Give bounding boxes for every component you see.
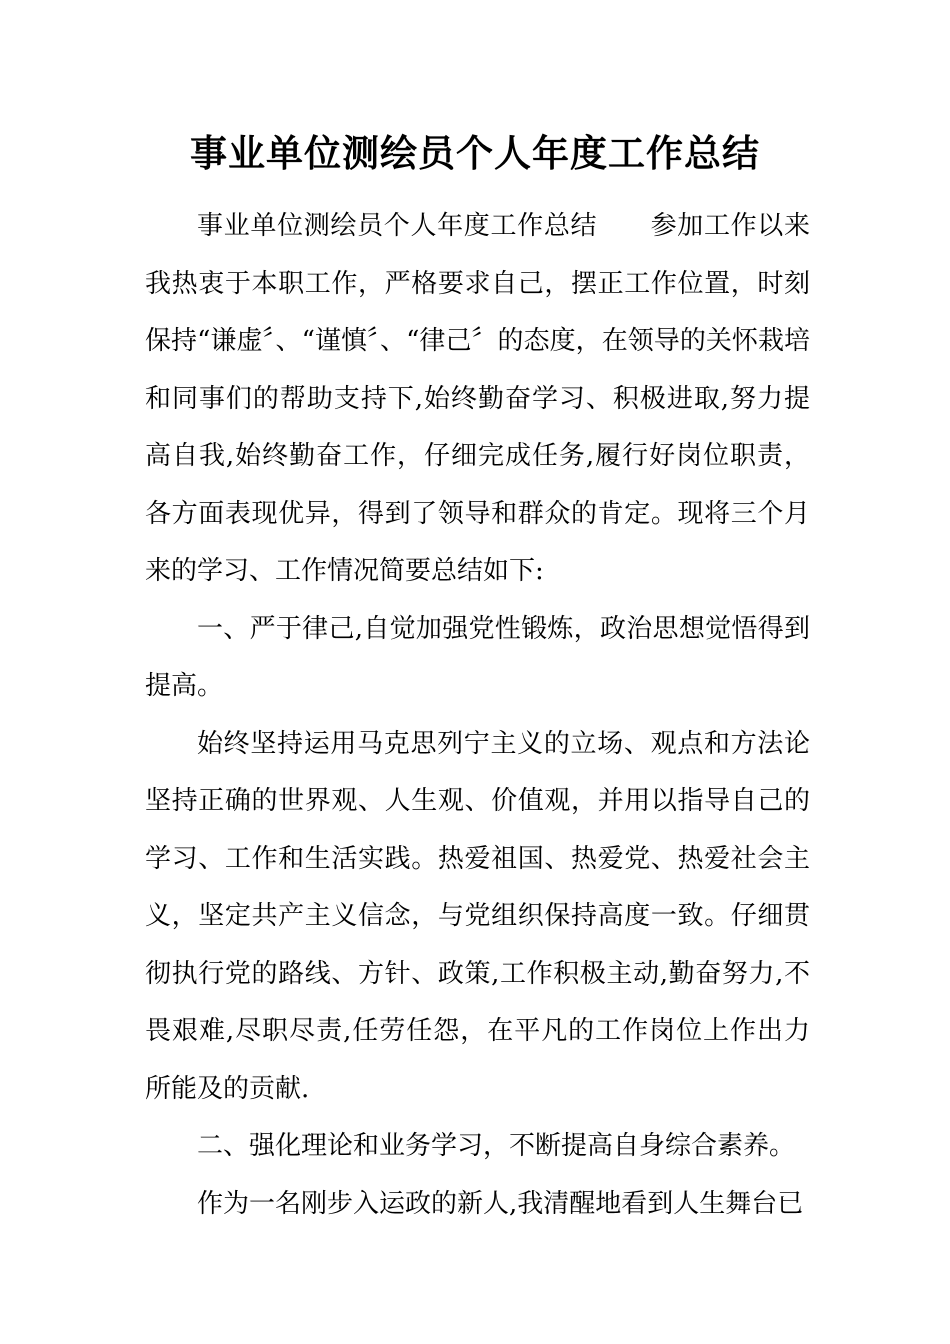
paragraph-section-2: 作为一名刚步入运政的新人,我清醒地看到人生舞台已 (197, 1188, 804, 1219)
paragraph-section-1: 始终坚持运用马克思列宁主义的立场、观点和方法论坚持正确的世界观、人生观、价值观，并用以指导自己的学习、工作和生活实践。热爱祖国、热爱党、热爱社会主义，坚定共产主义信念，与党组织保持高度一致。仔细贯彻执行党的路线、方针、政策,工作积极主动,勤奋努力,不畏艰难,尽职尽责,任劳任怨，在平凡的工作岗位上作出力所能及的贡献. (145, 728, 810, 1104)
paragraph-intro: 事业单位测绘员个人年度工作总结 参加工作以来我热衷于本职工作，严格要求自己，摆正工作位置，时刻保持“谦虚〞、“谨慎〞、“律己〞的态度，在领导的关怀栽培和同事们的帮助支持下,始终勤奋学习、积极进取,努力提高自我,始终勤奋工作，仔细完成任务,履行好岗位职责，各方面表现优异，得到了领导和群众的肯定。现将三个月来的学习、工作情况简要总结如下: (145, 211, 810, 586)
section-heading-1: 一、严于律己,自觉加强党性锻炼，政治思想觉悟得到提高。 (145, 613, 810, 701)
document-body (145, 198, 810, 1233)
document-title: 事业单位测绘员个人年度工作总结 (190, 131, 760, 175)
section-heading-2: 二、强化理论和业务学习，不断提高自身综合素养。 (197, 1131, 796, 1161)
